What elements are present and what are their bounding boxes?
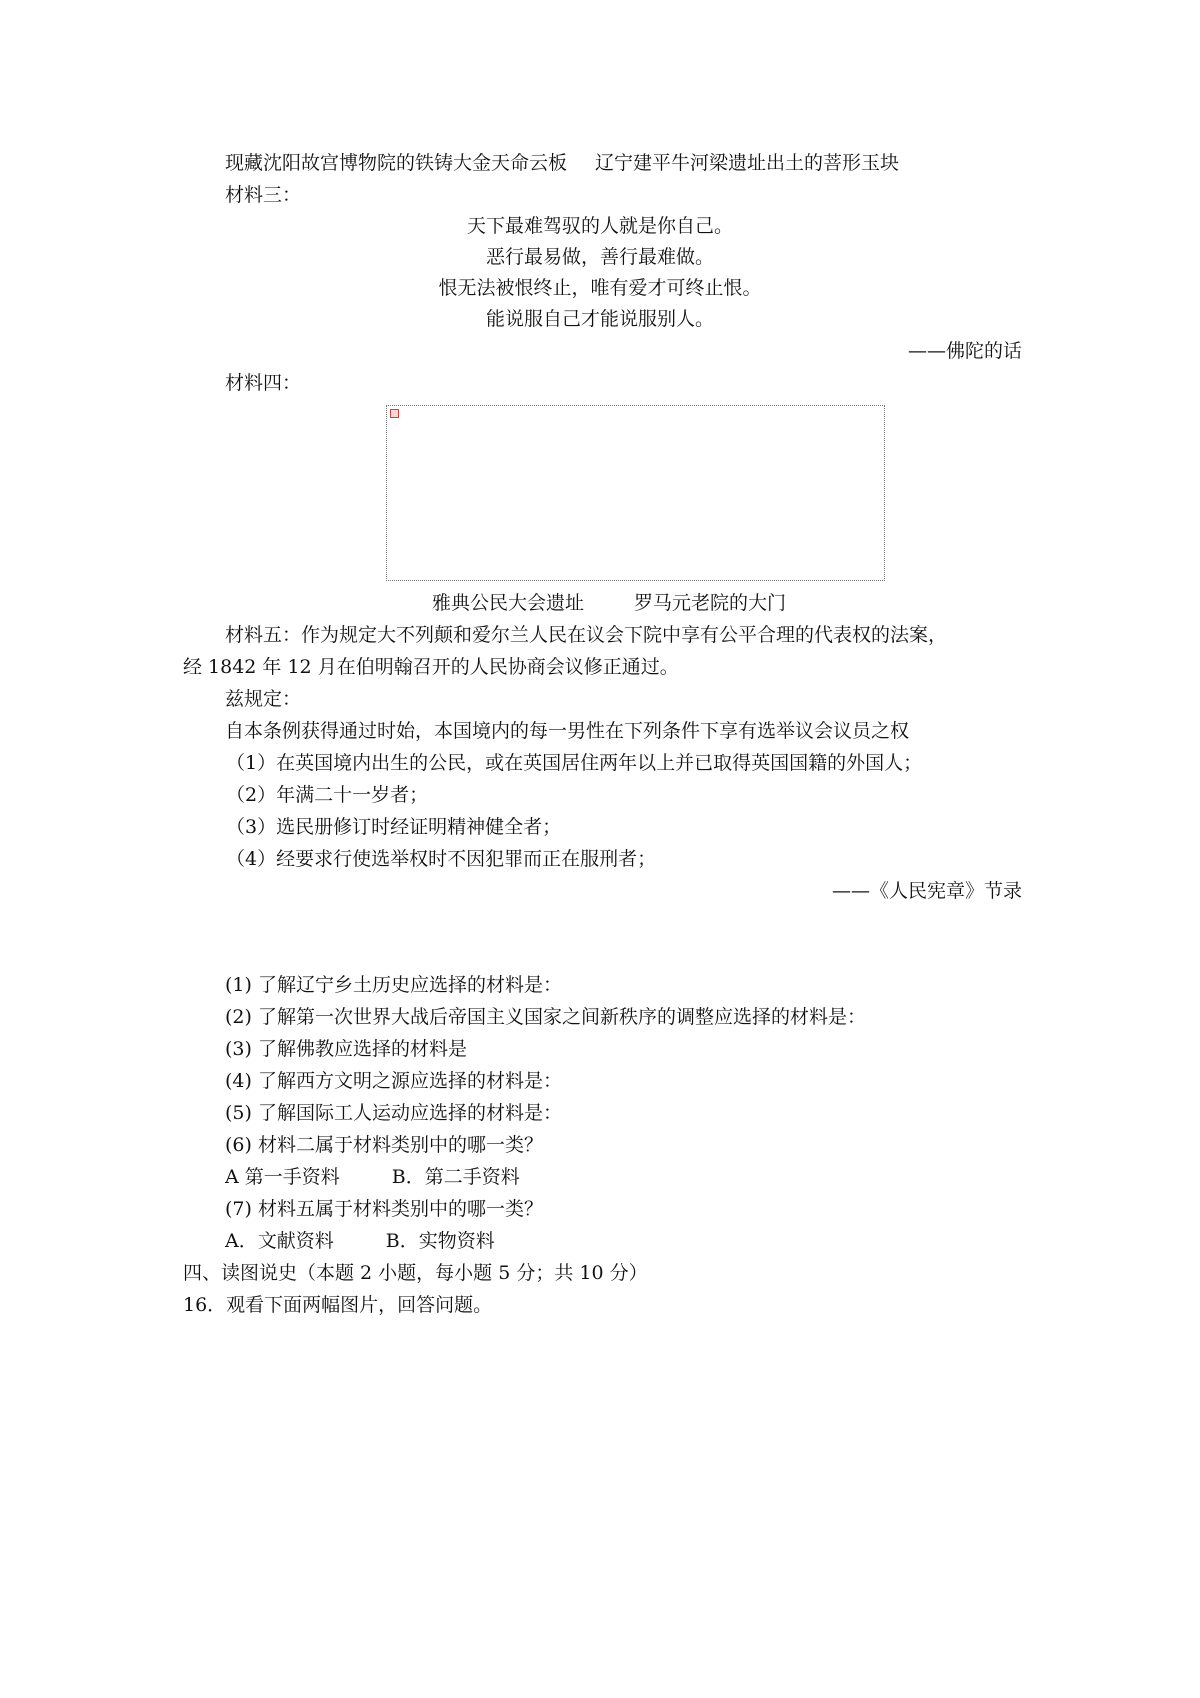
- question-6-option-a: A 第一手资料: [225, 1166, 340, 1188]
- material3-heading: 材料三：: [225, 184, 302, 206]
- material4-image-placeholder: [386, 405, 885, 581]
- question-6: (6) 材料二属于材料类别中的哪一类？: [225, 1134, 543, 1156]
- question-2: (2) 了解第一次世界大战后帝国主义国家之间新秩序的调整应选择的材料是：: [225, 1006, 866, 1028]
- caption-rome: 罗马元老院的大门: [634, 592, 787, 614]
- material5-item-4: （4）经要求行使选举权时不因犯罪而正在服刑者；: [226, 848, 657, 870]
- material5-item-1: （1）在英国境内出生的公民，或在英国居住两年以上并已取得英国国籍的外国人；: [226, 752, 923, 774]
- material5-line-3: 兹规定：: [225, 688, 302, 710]
- question-7-option-b: B．实物资料: [385, 1230, 495, 1252]
- top-image-captions: [225, 148, 899, 178]
- question-7-option-a: A．文献资料: [225, 1230, 334, 1252]
- material3-line-4: 能说服自己才能说服别人。: [485, 308, 714, 330]
- material3-line-1: 天下最难驾驭的人就是你自己。: [466, 215, 733, 237]
- material5-item-3: （3）选民册修订时经证明精神健全者；: [226, 816, 562, 838]
- material3-line-3: 恨无法被恨终止，唯有爱才可终止恨。: [438, 277, 762, 299]
- question-6-options: [225, 1162, 520, 1192]
- question-7-options: [225, 1226, 495, 1256]
- material4-heading: 材料四：: [225, 372, 302, 394]
- caption-athens: 雅典公民大会遗址: [432, 592, 585, 614]
- caption-jade: 辽宁建平牛河梁遗址出土的菩形玉块: [595, 152, 900, 174]
- material3-line-2: 恶行最易做，善行最难做。: [485, 246, 714, 268]
- material5-line-1: 材料五：作为规定大不列颠和爱尔兰人民在议会下院中享有公平合理的代表权的法案，: [225, 624, 948, 646]
- material5-source: ——《人民宪章》节录: [831, 880, 1022, 902]
- question-5: (5) 了解国际工人运动应选择的材料是：: [225, 1102, 562, 1124]
- material5-line-2: 经 1842 年 12 月在伯明翰召开的人民协商会议修正通过。: [183, 656, 679, 678]
- material4-captions: [432, 588, 786, 618]
- broken-image-icon: [390, 409, 399, 418]
- material3-source: ——佛陀的话: [907, 340, 1022, 362]
- material5-item-2: （2）年满二十一岁者；: [226, 784, 429, 806]
- question-3: (3) 了解佛教应选择的材料是: [225, 1038, 467, 1060]
- question-7: (7) 材料五属于材料类别中的哪一类？: [225, 1198, 543, 1220]
- question-16: 16．观看下面两幅图片，回答问题。: [183, 1294, 493, 1316]
- caption-iron-plate: 现藏沈阳故宫博物院的铁铸大金天命云板: [225, 152, 568, 174]
- section-4-heading: 四、读图说史（本题 2 小题，每小题 5 分；共 10 分）: [183, 1262, 648, 1284]
- question-6-option-b: B．第二手资料: [391, 1166, 520, 1188]
- material5-line-4: 自本条例获得通过时始，本国境内的每一男性在下列条件下享有选举议会议员之权: [225, 720, 910, 742]
- question-1: (1) 了解辽宁乡土历史应选择的材料是：: [225, 974, 562, 996]
- question-4: (4) 了解西方文明之源应选择的材料是：: [225, 1070, 562, 1092]
